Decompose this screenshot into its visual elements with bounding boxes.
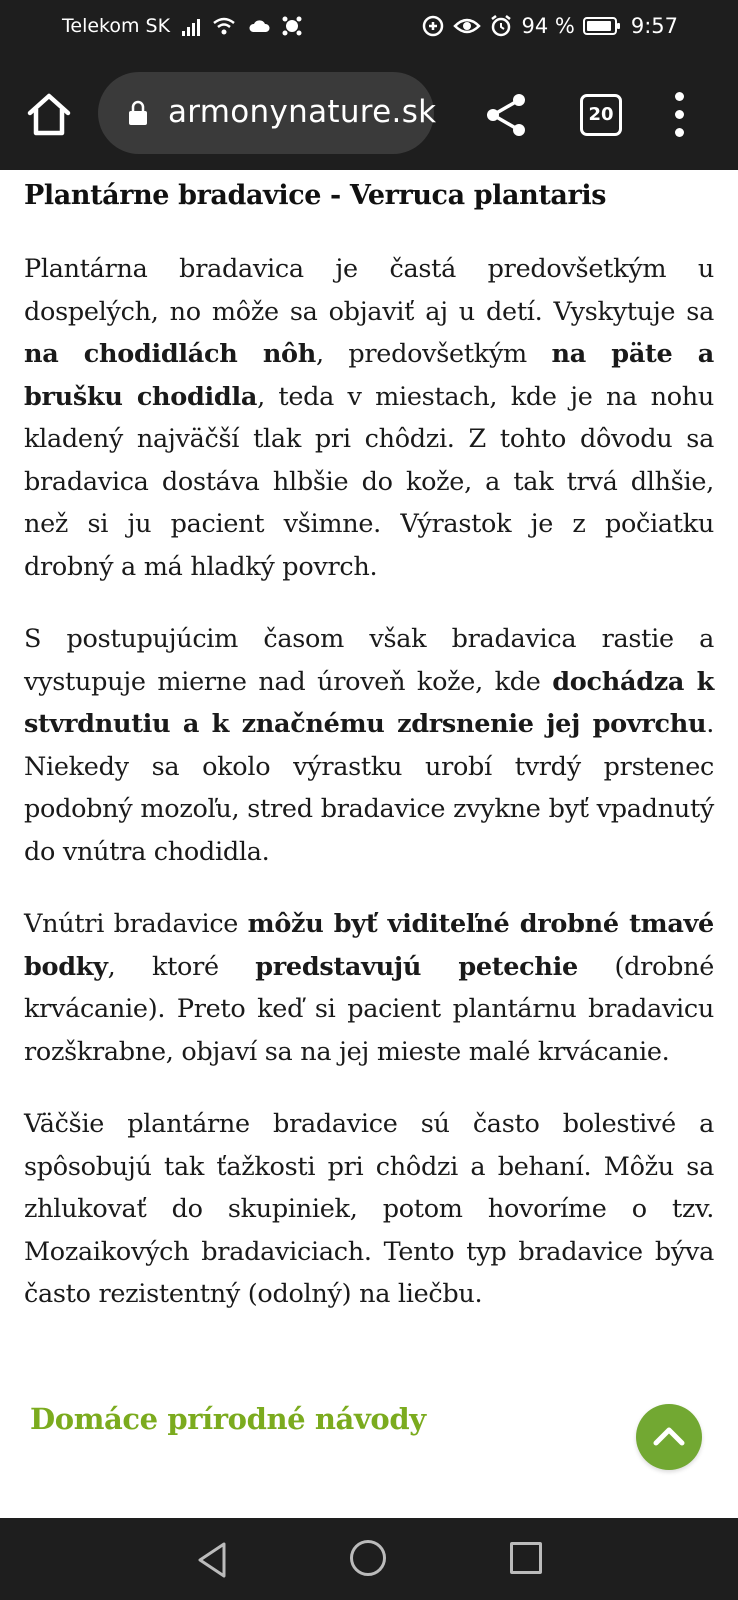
notification-icon (282, 16, 302, 36)
status-right (421, 14, 678, 38)
page-content (0, 170, 738, 1518)
share-icon[interactable] (482, 90, 532, 140)
wifi-icon (212, 16, 236, 36)
navigation-bar (0, 1518, 738, 1600)
battery-icon (583, 17, 617, 35)
battery-percent: 94 % (521, 14, 575, 38)
paragraph-text: , teda v miestach, kde je na nohu kladený najväčší tlak pri chôdzi. Z tohto dôvodu sa bradavica dostáva hlbšie do kože, a tak trvá dlhšie, než si ju pacient všimne. Výrastok je z počiatku drobný a má hladký povrch. (24, 381, 714, 582)
bold-text: dochádza k stvrdnutiu a k značnému zdrsnenie jej povrchu (24, 666, 714, 739)
alarm-icon (489, 14, 513, 38)
paragraph-text: Vnútri bradavice (24, 909, 248, 939)
url-text: armonynature.sk (168, 94, 437, 130)
recents-icon[interactable] (510, 1542, 542, 1574)
article-paragraph (24, 903, 714, 1073)
paragraph-text: , ktoré (107, 951, 256, 982)
article-body (24, 248, 714, 1346)
paragraph-text: , predovšetkým (316, 339, 552, 369)
scroll-to-top-button[interactable] (636, 1404, 702, 1470)
paragraph-text: Plantárna bradavica je častá predovšetkým u dospelých, no môže sa objaviť aj u detí. Vyskytuje sa (24, 254, 714, 327)
status-left (62, 15, 302, 37)
signal-icon (182, 16, 200, 36)
home-icon[interactable] (22, 87, 76, 141)
article-title: Plantárne bradavice - Verruca plantaris (24, 180, 606, 211)
home-circle-icon[interactable] (350, 1540, 386, 1576)
back-icon[interactable] (194, 1540, 234, 1580)
article-paragraph (24, 1103, 714, 1316)
section-heading-link[interactable]: Domáce prírodné návody (30, 1402, 426, 1436)
bold-text: na chodidlách nôh (24, 339, 317, 369)
data-saver-icon (421, 14, 445, 38)
carrier-name: Telekom SK (62, 15, 171, 37)
article-paragraph (24, 248, 714, 588)
article-paragraph (24, 618, 714, 873)
paragraph-text: S postupujúcim časom však bradavica rastie a vystupuje mierne nad úroveň kože, kde (24, 624, 714, 697)
bold-text: na päte a brušku chodidla (24, 339, 715, 412)
browser-toolbar (0, 60, 738, 170)
address-bar[interactable] (98, 72, 437, 154)
bold-text: predstavujú petechie (255, 951, 578, 982)
eye-icon (453, 16, 481, 36)
paragraph-text: Väčšie plantárne bradavice sú často bolestivé a spôsobujú tak ťažkosti pri chôdzi a behaní. Môžu sa zhlukovať do skupiniek, potom hovoríme o tzv. Mozaikových bradaviciach. Tento typ bradavice býva často rezistentný (odolný) na liečbu. (24, 1109, 714, 1309)
tab-switcher-button[interactable]: 20 (580, 94, 622, 136)
lock-icon (128, 100, 148, 126)
bold-text: môžu byť viditeľné drobné tmavé bodky (24, 909, 714, 982)
status-bar (0, 0, 738, 60)
paragraph-text: . Niekedy sa okolo výrastku urobí tvrdý prstenec podobný mozoľu, stred bradavice zvykne byť vpadnutý do vnútra chodidla. (24, 709, 714, 867)
more-vert-icon[interactable] (668, 90, 692, 140)
chevron-up-icon (636, 1404, 702, 1470)
paragraph-text: (drobné krvácanie). Preto keď si pacient plantárnu bradavicu rozškrabne, objaví sa na jej mieste malé krvácanie. (24, 951, 715, 1067)
cloud-icon (248, 18, 270, 34)
clock: 9:57 (630, 14, 678, 38)
